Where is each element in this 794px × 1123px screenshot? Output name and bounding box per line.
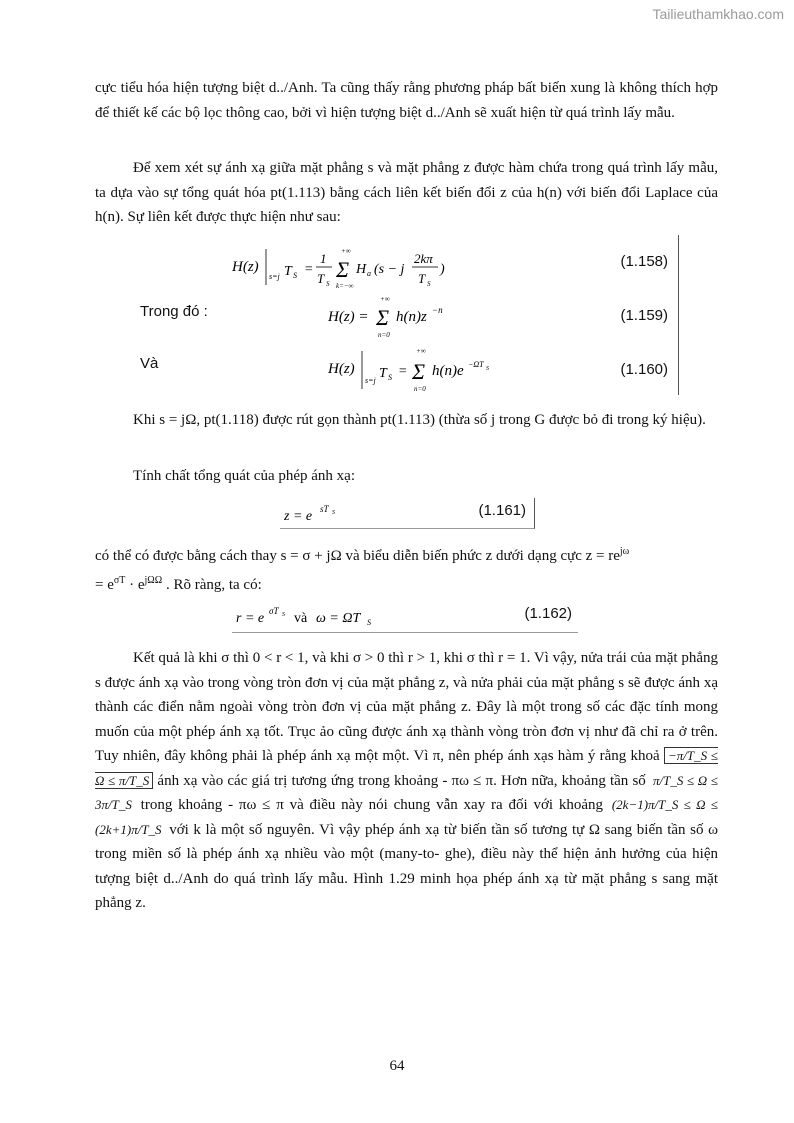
equation-1-161 bbox=[280, 498, 535, 529]
svg-text:2kπ: 2kπ bbox=[414, 251, 433, 266]
svg-text:s=j: s=j bbox=[365, 376, 376, 385]
paragraph-5 bbox=[95, 540, 725, 597]
svg-text:σT: σT bbox=[269, 606, 279, 616]
svg-text:và: và bbox=[294, 611, 308, 626]
equation-1-162 bbox=[232, 600, 578, 633]
svg-text:1: 1 bbox=[320, 251, 327, 266]
equation-1-159-svg bbox=[328, 291, 488, 341]
svg-text:H(z) =: H(z) = bbox=[328, 309, 369, 325]
paragraph-3: Khi s = jΩ, pt(1.118) được rút gọn thành pt(1.113) (thừa số j trong G được bỏ đi trong ký hiệu). bbox=[133, 412, 706, 428]
equation-1-159-formula bbox=[328, 291, 488, 346]
svg-text:): ) bbox=[440, 262, 445, 277]
svg-text:S: S bbox=[282, 612, 285, 618]
svg-text:ω = ΩT: ω = ΩT bbox=[316, 611, 361, 626]
equation-1-158-svg bbox=[232, 245, 482, 289]
svg-text:(s − j: (s − j bbox=[374, 262, 405, 277]
svg-text:T: T bbox=[418, 271, 426, 286]
equation-1-160-label: Và bbox=[140, 355, 159, 372]
paragraph-6-inline-eq-3: (2k−1)π/T_S ≤ Ω ≤ (2k+1)π/T_S bbox=[95, 797, 718, 837]
equation-1-162-number: (1.162) bbox=[524, 605, 572, 622]
equation-1-160-svg bbox=[328, 343, 528, 395]
svg-text:S: S bbox=[326, 280, 330, 288]
svg-text:+∞: +∞ bbox=[380, 295, 390, 303]
svg-text:T: T bbox=[379, 366, 387, 381]
equation-1-158 bbox=[136, 235, 678, 289]
paragraph-2: Để xem xét sự ánh xạ giữa mặt phẳng s và mặt phẳng z được hàm chứa trong quá trình lấy mẫu, ta dựa vào sự tổng quát hóa pt(1.113) bằng cách liên kết biến đổi z của h(n) với biến đổi Laplace của h(n). Sự liên kết được thực hiện như sau: bbox=[95, 160, 718, 225]
paragraph-6 bbox=[95, 646, 718, 916]
page-number: 64 bbox=[389, 1058, 405, 1074]
svg-text:sT: sT bbox=[320, 504, 329, 514]
svg-text:z = e: z = e bbox=[284, 509, 313, 524]
paragraph-5-part-b: = e bbox=[95, 576, 114, 593]
equation-1-160 bbox=[136, 343, 678, 393]
svg-text:n=0: n=0 bbox=[414, 385, 426, 393]
equation-1-162-svg bbox=[236, 602, 416, 632]
svg-text:Σ: Σ bbox=[336, 257, 350, 282]
paragraph-5-sup-2: σT bbox=[113, 574, 126, 586]
svg-text:n=0: n=0 bbox=[378, 331, 390, 339]
paragraph-5-part-c: · e bbox=[129, 576, 145, 593]
svg-text:Σ: Σ bbox=[376, 305, 390, 330]
svg-text:H(z): H(z) bbox=[232, 259, 259, 275]
paragraph-6-inline-eq-1: −π/T_S ≤ Ω ≤ π/T_S bbox=[95, 748, 719, 788]
watermark: Tailieuthamkhao.com bbox=[652, 6, 784, 22]
paragraph-5-sup-3: jΩΩ bbox=[144, 574, 163, 586]
svg-text:H: H bbox=[356, 262, 367, 277]
svg-text:T: T bbox=[317, 271, 325, 286]
svg-text:H(z): H(z) bbox=[328, 361, 355, 377]
equation-1-161-number: (1.161) bbox=[478, 502, 526, 519]
equation-1-158-formula bbox=[232, 245, 482, 294]
equation-1-159-label: Trong đó : bbox=[140, 303, 208, 320]
equation-1-159 bbox=[136, 291, 678, 341]
svg-text:−ΩT: −ΩT bbox=[468, 360, 484, 369]
paragraph-1: cực tiểu hóa hiện tượng biệt d../Anh. Ta cũng thấy rằng phương pháp bất biến xung là không thích hợp để thiết kế các bộ lọc thông cao, bởi vì hiện tượng biệt d../Anh sẽ xuất hiện từ quá trình lấy mẫu. bbox=[95, 80, 718, 121]
paragraph-6-inline-eq-2: π/T_S ≤ Ω ≤ 3π/T_S bbox=[95, 772, 719, 812]
svg-text:r = e: r = e bbox=[236, 611, 265, 626]
equation-1-160-formula bbox=[328, 343, 528, 400]
svg-text:s=j: s=j bbox=[269, 272, 280, 281]
paragraph-6-part-d: với k là một số nguyên. Vì vậy phép ánh xạ từ biến tần số tương tự Ω sang biến tần số ω trong miền số là phép ánh xạ nhiều vào một (many-to- ghe), điều này thể hiện ảnh hưởng của hiện tượng biệt d../Anh do quá trình lấy mẫu. Hình 1.29 minh họa phép ánh xạ từ mặt phẳng s sang mặt phẳng z. bbox=[95, 821, 718, 911]
svg-text:Σ: Σ bbox=[412, 359, 426, 384]
paragraph-6-part-c: trong khoảng - πω ≤ π và điều này nói chung vẫn xay ra đối với khoảng bbox=[140, 797, 604, 813]
svg-text:a: a bbox=[367, 269, 371, 278]
equation-block bbox=[136, 235, 679, 395]
paragraph-6-part-a: Kết quả là khi σ thì 0 < r < 1, và khi σ > 0 thì r > 1, khi σ thì r = 1. Vì vậy, nửa trái của mặt phẳng s được ánh xạ vào trong vòng tròn đơn vị của mặt phẳng z, và nửa phải của mặt phẳng s sẽ được ánh xạ thành các điển nằm ngoài vòng tròn đơn vị của mặt phẳng z. Đây là một trong số các đặc tính mong muốn của một phép ánh xạ tốt. Trục ảo cũng được ánh xạ thành vòng tròn đơn vị như đã chỉ ra ở trên. Tuy nhiên, đây không phải là phép ánh xạ một một. Vì π, nên phép ánh xạs hàm ý rằng khoả bbox=[95, 650, 718, 764]
paragraph-4: Tính chất tổng quát của phép ánh xạ: bbox=[133, 468, 356, 484]
svg-text:h(n)e: h(n)e bbox=[432, 363, 464, 379]
svg-text:S: S bbox=[486, 366, 489, 372]
equation-1-161-svg bbox=[284, 500, 404, 528]
paragraph-6-part-b: ánh xạ vào các giá trị tương ứng trong khoảng - πω ≤ π. Hơn nữa, khoảng tần số bbox=[157, 772, 646, 789]
svg-text:S: S bbox=[427, 280, 431, 288]
svg-text:S: S bbox=[332, 510, 335, 516]
svg-text:=: = bbox=[304, 262, 314, 277]
svg-text:S: S bbox=[293, 271, 297, 280]
svg-text:=: = bbox=[398, 364, 408, 379]
equation-1-158-number: (1.158) bbox=[620, 253, 668, 270]
svg-text:T: T bbox=[284, 264, 292, 279]
paragraph-5-part-a: có thể có được bằng cách thay s = σ + jΩ và biểu diễn biến phức z dưới dạng cực z = re bbox=[95, 548, 620, 564]
svg-text:k=−∞: k=−∞ bbox=[336, 282, 354, 289]
paragraph-5-sup-1: jω bbox=[619, 546, 630, 557]
svg-text:−n: −n bbox=[432, 305, 443, 315]
svg-text:+∞: +∞ bbox=[416, 347, 426, 355]
svg-text:S: S bbox=[367, 618, 371, 627]
equation-1-159-number: (1.159) bbox=[620, 307, 668, 324]
equation-1-160-number: (1.160) bbox=[620, 361, 668, 378]
paragraph-5-part-d: . Rõ ràng, ta có: bbox=[165, 576, 262, 593]
svg-text:S: S bbox=[388, 373, 392, 382]
svg-text:h(n)z: h(n)z bbox=[396, 309, 427, 325]
svg-text:+∞: +∞ bbox=[341, 247, 351, 255]
